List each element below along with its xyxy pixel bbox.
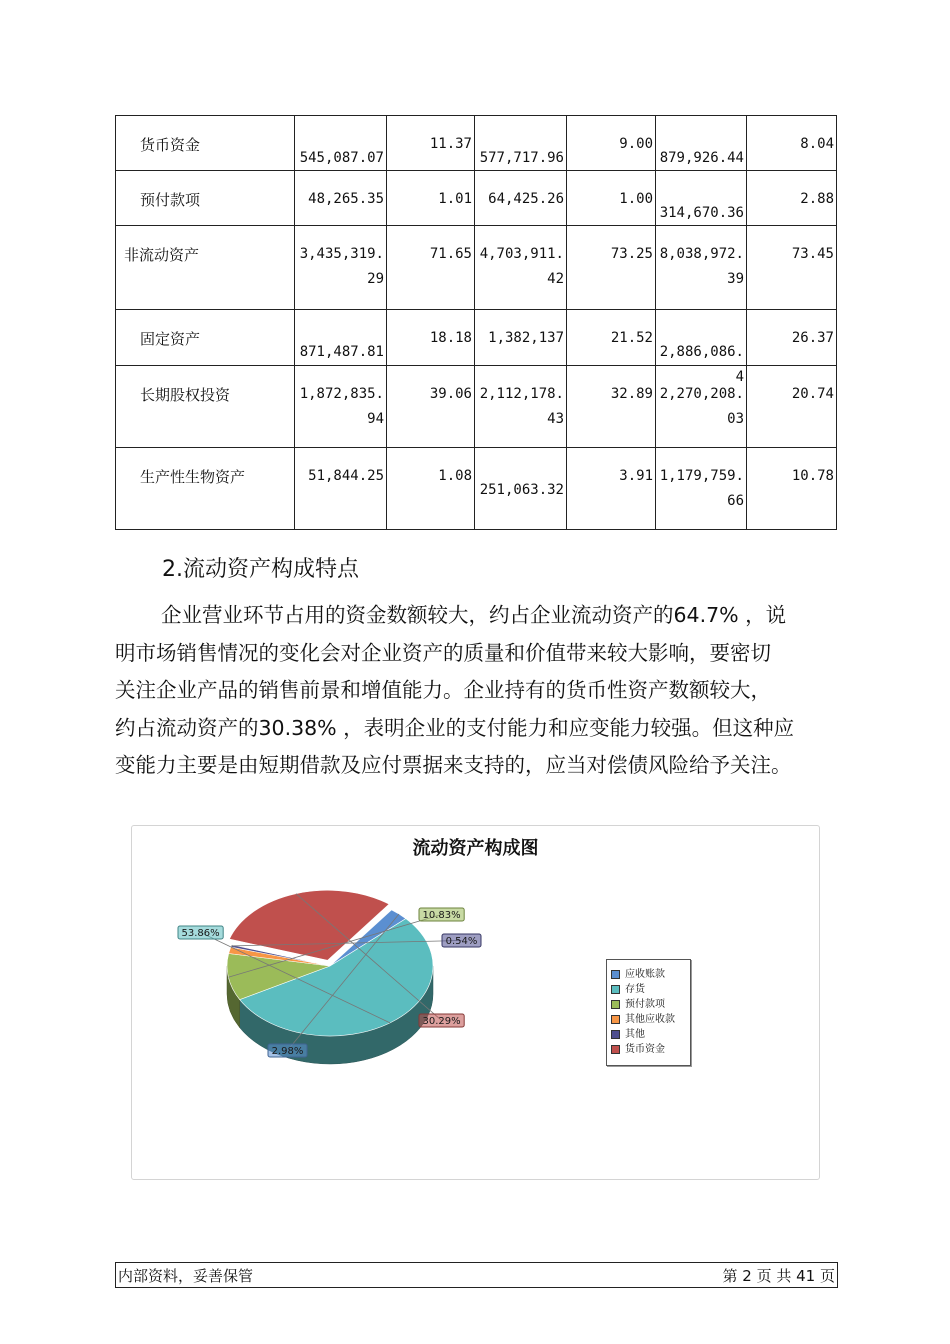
legend-swatch	[611, 1015, 620, 1024]
cell-value: 2,886,086.4	[659, 344, 744, 385]
legend-label: 存货	[625, 984, 645, 995]
row-label-cell	[116, 226, 295, 310]
value-cell	[295, 310, 387, 366]
value-cell	[475, 171, 567, 226]
cell-value: 1.01	[438, 191, 472, 207]
cell-value: 577,717.96	[479, 150, 564, 166]
value-cell	[656, 116, 747, 171]
cell-value: 71.65	[429, 246, 472, 262]
paragraph-line: 明市场销售情况的变化会对企业资产的质量和价值带来较大影响，要密切	[115, 640, 771, 665]
cell-value: 64,425.26	[488, 191, 564, 207]
data-label: 53.86%	[181, 928, 220, 939]
value-cell	[656, 366, 747, 448]
cell-value: 9.00	[619, 136, 653, 152]
table-row	[116, 310, 837, 366]
cell-value: 871,487.81	[299, 344, 384, 360]
legend-swatch	[611, 1030, 620, 1039]
cell-value: 20.74	[791, 386, 834, 402]
value-cell	[475, 310, 567, 366]
value-cell	[567, 171, 656, 226]
row-label-cell	[116, 116, 295, 171]
legend-swatch	[611, 970, 620, 979]
asset-structure-table	[115, 115, 837, 530]
row-label: 预付款项	[140, 191, 201, 209]
cell-value: 26.37	[791, 330, 834, 346]
chart-legend	[606, 959, 691, 1066]
value-cell	[295, 116, 387, 171]
row-label-cell	[116, 171, 295, 226]
section-heading: 2.流动资产构成特点	[162, 557, 359, 582]
table-row	[116, 448, 837, 530]
legend-item	[607, 1027, 690, 1042]
legend-item	[607, 982, 690, 997]
value-cell	[656, 171, 747, 226]
value-cell	[295, 448, 387, 530]
cell-value: 1,179,759.66	[659, 468, 744, 509]
value-cell	[567, 226, 656, 310]
value-cell	[567, 116, 656, 171]
footer-confidential-note: 内部资料，妥善保管	[118, 1267, 254, 1285]
value-cell	[656, 448, 747, 530]
cell-value: 545,087.07	[299, 150, 384, 166]
legend-item	[607, 1012, 690, 1027]
footer-page-number: 第 2 页 共 41 页	[722, 1267, 835, 1285]
legend-label: 其他	[625, 1029, 645, 1040]
table-row	[116, 171, 837, 226]
legend-swatch	[611, 985, 620, 994]
legend-swatch	[611, 1045, 620, 1054]
cell-value: 48,265.35	[308, 191, 384, 207]
value-cell	[295, 171, 387, 226]
value-cell	[747, 448, 837, 530]
page-footer	[115, 1262, 838, 1288]
legend-label: 预付款项	[625, 999, 665, 1010]
data-label: 0.54%	[445, 936, 478, 947]
cell-value: 1.08	[438, 468, 472, 484]
cell-value: 2,112,178.43	[479, 386, 564, 427]
cell-value: 2,270,208.03	[659, 386, 744, 427]
value-cell	[747, 366, 837, 448]
value-cell	[567, 366, 656, 448]
table-row	[116, 116, 837, 171]
value-cell	[747, 171, 837, 226]
cell-value: 11.37	[429, 136, 472, 152]
row-label: 货币资金	[140, 136, 201, 154]
value-cell	[295, 226, 387, 310]
legend-label: 应收账款	[625, 969, 665, 980]
cell-value: 73.45	[791, 246, 834, 262]
cell-value: 879,926.44	[659, 150, 744, 166]
legend-item	[607, 1042, 690, 1057]
data-label: 30.29%	[422, 1016, 461, 1027]
cell-value: 8.04	[800, 136, 834, 152]
paragraph-line: 约占流动资产的30.38% ，表明企业的支付能力和应变能力较强。但这种应	[115, 715, 795, 740]
value-cell	[387, 226, 475, 310]
value-cell	[387, 366, 475, 448]
value-cell	[387, 116, 475, 171]
cell-value: 251,063.32	[479, 482, 564, 498]
cell-value: 1.00	[619, 191, 653, 207]
value-cell	[387, 310, 475, 366]
cell-value: 73.25	[610, 246, 653, 262]
paragraph-line: 变能力主要是由短期借款及应付票据来支持的，应当对偿债风险给予关注。	[115, 753, 792, 778]
current-assets-pie-chart	[131, 825, 820, 1180]
value-cell	[387, 171, 475, 226]
cell-value: 2.88	[800, 191, 834, 207]
row-label: 生产性生物资产	[140, 468, 246, 486]
cell-value: 39.06	[429, 386, 472, 402]
row-label-cell	[116, 366, 295, 448]
value-cell	[747, 310, 837, 366]
row-label: 固定资产	[140, 330, 201, 348]
cell-value: 3.91	[619, 468, 653, 484]
value-cell	[656, 310, 747, 385]
paragraph-line: 企业营业环节占用的资金数额较大，约占企业流动资产的64.7% ，说	[161, 603, 787, 627]
row-label-cell	[116, 310, 295, 366]
cell-value: 3,435,319.29	[299, 246, 384, 287]
pie-chart-canvas	[132, 826, 819, 1179]
row-label: 非流动资产	[124, 246, 200, 264]
chart-title: 流动资产构成图	[412, 838, 539, 859]
value-cell	[475, 116, 567, 171]
legend-swatch	[611, 1000, 620, 1009]
row-label: 长期股权投资	[140, 386, 231, 404]
cell-value: 18.18	[429, 330, 472, 346]
table-row	[116, 226, 837, 310]
cell-value: 1,872,835.94	[299, 386, 384, 427]
body-paragraph	[115, 597, 840, 785]
value-cell	[475, 226, 567, 310]
value-cell	[567, 448, 656, 530]
table-row	[116, 366, 837, 448]
value-cell	[567, 310, 656, 366]
value-cell	[475, 366, 567, 448]
value-cell	[387, 448, 475, 530]
cell-value: 314,670.36	[659, 205, 744, 221]
data-label: 10.83%	[422, 910, 461, 921]
cell-value: 4,703,911.42	[479, 246, 564, 287]
value-cell	[475, 448, 567, 530]
cell-value: 8,038,972.39	[659, 246, 744, 287]
value-cell	[747, 116, 837, 171]
cell-value: 51,844.25	[308, 468, 384, 484]
cell-value: 1,382,137	[488, 330, 564, 346]
row-label-cell	[116, 448, 295, 530]
legend-label: 其他应收款	[625, 1014, 675, 1025]
cell-value: 21.52	[610, 330, 653, 346]
value-cell	[656, 226, 747, 310]
data-label: 2.98%	[271, 1046, 304, 1057]
legend-item	[607, 967, 690, 982]
value-cell	[747, 226, 837, 310]
paragraph-line: 关注企业产品的销售前景和增值能力。企业持有的货币性资产数额较大，	[115, 678, 771, 703]
legend-label: 货币资金	[625, 1044, 665, 1055]
legend-item	[607, 997, 690, 1012]
cell-value: 10.78	[791, 468, 834, 484]
cell-value: 32.89	[610, 386, 653, 402]
value-cell	[295, 366, 387, 448]
